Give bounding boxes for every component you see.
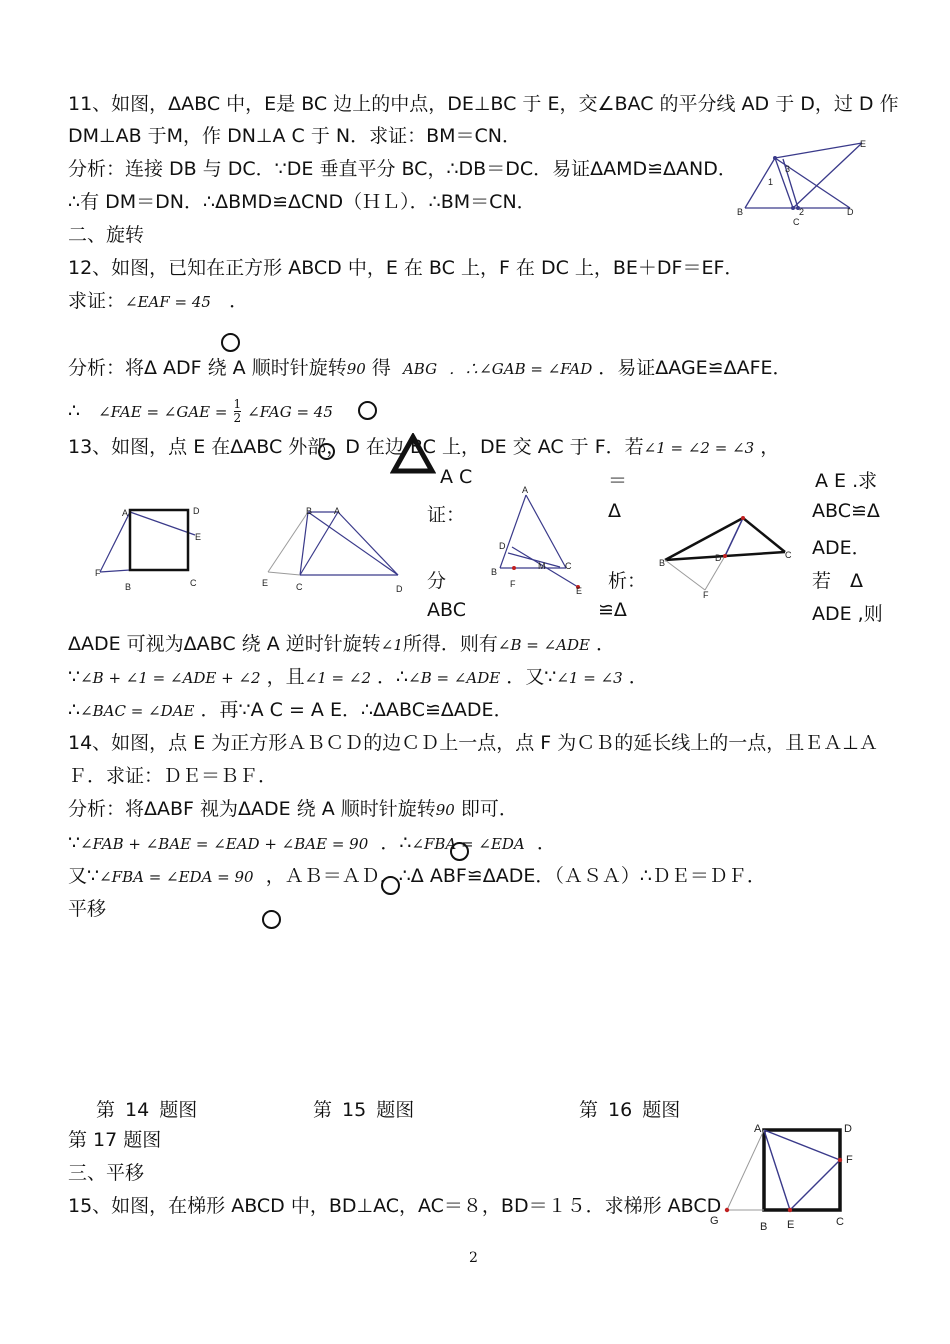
f11-label-e: E (860, 139, 867, 149)
p13-c5c: ADE ,则 (812, 603, 883, 625)
p12-prove-end: ． (229, 290, 249, 312)
p12-line1: 12、如图，已知在正方形 ABCD 中，E 在 BC 上，F 在 DC 上，BE＋DF＝EF． (68, 257, 744, 279)
p14-an2-a: ∵ (68, 832, 81, 854)
f12-label-b: B (125, 582, 132, 592)
f14-label-c: C (836, 1216, 844, 1228)
f13c-label-m: M (538, 561, 546, 571)
degree-circle-mark (381, 876, 400, 895)
p12-an-c: 得 (371, 357, 391, 379)
f13d-label-d: D (715, 553, 722, 563)
f13d-label-b: B (659, 558, 666, 568)
p13-bc-e: ．∴ (377, 666, 409, 688)
p12-an2-therefore: ∴ (68, 400, 81, 422)
f14-label-g: G (710, 1215, 719, 1227)
p12-prove-label: 求证： (68, 290, 126, 312)
f13d-label-f: F (703, 590, 709, 600)
p14-an-c: 即可． (460, 798, 518, 820)
p13-rot-e: ． (596, 633, 616, 655)
p11-line1: 11、如图，ΔABC 中，E是 BC 边上的中点，DE⊥BC 于 E，交∠BAC 的平分线 AD 于 D，过 D 作 (68, 93, 899, 115)
p14-an-b: 90 (435, 801, 455, 819)
f12-label-d: D (193, 506, 200, 516)
f11-label-2: 2 (799, 207, 805, 217)
figure-11 (735, 135, 875, 230)
p13-c3: ADE． (812, 537, 871, 559)
p13-rot-d: ∠B = ∠ADE (497, 636, 590, 654)
fraction-one-half (234, 398, 242, 425)
caption-fig-16: 第 16 题图 (579, 1099, 681, 1121)
p13-tf-a: ∴ (68, 699, 81, 721)
caption-fig-17: 第 17 题图 (68, 1129, 162, 1151)
p15-line1: 15、如图，在梯形 ABCD 中，BD⊥AC，AC＝８，BD＝１５．求梯形 ABCD (68, 1195, 722, 1217)
p13-c1b: ＝ (608, 470, 628, 492)
p13-l1-b: ∠1 = ∠2 = ∠3 (643, 439, 755, 457)
f14-label-d: D (844, 1123, 852, 1135)
section-translation-heading: 三、平移 (68, 1162, 145, 1184)
p13-bc-a: ∵ (68, 666, 81, 688)
p12-analysis-1 (68, 356, 792, 381)
p13-c4b: 析： (608, 570, 647, 592)
degree-circle-mark (262, 910, 281, 929)
figure-square-small (90, 500, 215, 595)
f11-label-b: B (737, 207, 744, 217)
p13-c4a: 分 (427, 570, 447, 592)
f13b-label-b: B (306, 506, 313, 516)
p13-tf-b: ∠BAC = ∠DAE (80, 702, 195, 720)
caption-fig-15: 第 15 题图 (313, 1099, 415, 1121)
f13c-label-c: C (565, 561, 572, 571)
figure-tall-triangle (488, 483, 588, 598)
degree-circle-mark (358, 401, 377, 420)
f13b-label-d: D (396, 584, 403, 594)
p12-an-a: 分析：将Δ ADF 绕 A 顺时针旋转 (68, 357, 347, 379)
f13c-label-e: E (576, 586, 583, 596)
figure-wide-triangle (655, 510, 805, 602)
f12-label-e: E (195, 532, 202, 542)
p13-line-therefore (68, 698, 513, 723)
p14-an3-b: ∠FBA = ∠EDA = 90 (99, 868, 254, 886)
p13-l1-c: ， (760, 436, 780, 458)
p14-analysis-3 (68, 864, 766, 889)
p13-line-because (68, 665, 648, 690)
p12-an2-formula-b: ∠FAG = 45 (247, 403, 333, 421)
p13-bc-d: ∠1 = ∠2 (304, 669, 371, 687)
f13b-label-a: A (334, 506, 341, 516)
p13-rot-b: ∠1 (380, 636, 403, 654)
p11-analysis-1: 分析：连接 DB 与 DC．∵DE 垂直平分 BC，∴DB＝DC．易证ΔAMD≌ΔAND． (68, 158, 737, 180)
p11-line2: DM⊥AB 于M，作 DN⊥A C 于 N．求证：BM＝CN． (68, 125, 521, 147)
p13-bc-b: ∠B + ∠1 = ∠ADE + ∠2 (80, 669, 261, 687)
degree-circle-mark (221, 333, 240, 352)
p13-l1-a: 13、如图，点 E 在ΔABC 外部，D 在边 BC 上，DE 交 AC 于 F．若 (68, 436, 644, 458)
degree-circle-mark (450, 842, 469, 861)
p13-c4c: 若 Δ (812, 570, 863, 592)
page-number: 2 (469, 1250, 478, 1266)
p12-prove (68, 289, 248, 314)
p13-tf-c: ．再∵A C = A E．∴ΔABC≌ΔADE． (200, 699, 513, 721)
p14-analysis-1 (68, 797, 518, 822)
p13-c1c: A E .求 (815, 470, 878, 492)
f13c-label-a: A (522, 485, 529, 495)
f12-label-f: F (95, 568, 101, 578)
p12-prove-formula: ∠EAF = 45 (125, 293, 211, 311)
p13-rot-a: ΔADE 可视为ΔABC 绕 A 逆时针旋转 (68, 633, 381, 655)
figure-triangle-pair (258, 500, 413, 600)
p13-c1a: A C (440, 466, 473, 488)
f13d-label-c: C (785, 550, 792, 560)
p13-c5a: ABC (427, 599, 466, 621)
p13-c5b: ≌Δ (598, 599, 627, 621)
fraction-denominator: 2 (233, 411, 242, 425)
p13-c2b: Δ (608, 500, 621, 522)
p12-an2-formula-a: ∠FAE = ∠GAE = (98, 403, 228, 421)
p12-an-d: ABG (402, 360, 438, 378)
p14-an2-e: ． (536, 832, 556, 854)
f13c-label-b: B (491, 567, 498, 577)
p14-analysis-2 (68, 831, 556, 856)
p14-line2: Ｆ．求证：ＤＥ＝ＢＦ． (68, 765, 278, 787)
fraction-numerator: 1 (233, 397, 242, 411)
p14-an2-d: ∠FBA = ∠EDA (411, 835, 525, 853)
f14-label-f: F (846, 1154, 853, 1166)
degree-circle-mark (318, 443, 335, 460)
p13-c2a: 证： (427, 504, 466, 526)
f14-label-a: A (754, 1123, 762, 1135)
p13-bc-f: ∠B = ∠ADE (408, 669, 501, 687)
f11-label-c: C (793, 217, 800, 227)
p12-an-e: ．∴∠GAB = ∠FAD (449, 360, 593, 378)
f11-label-d: D (847, 207, 854, 217)
f12-label-c: C (190, 578, 197, 588)
p13-c2c: ABC≌Δ (812, 500, 880, 522)
p11-analysis-2: ∴有 DM＝DN．∴ΔBMD≌ΔCND（ＨＬ）．∴BM＝CN． (68, 191, 536, 213)
p12-an-f: ．易证ΔAGE≌ΔAFE． (598, 357, 792, 379)
p14-an3-a: 又∵ (68, 865, 100, 887)
p13-bc-h: ∠1 = ∠3 (556, 669, 623, 687)
big-triangle-symbol (390, 433, 436, 475)
p14-an2-c: ．∴ (380, 832, 412, 854)
p14-an2-b: ∠FAB + ∠BAE = ∠EAD + ∠BAE = 90 (80, 835, 369, 853)
f11-label-1: 1 (768, 177, 774, 187)
caption-fig-14: 第 14 题图 (96, 1099, 198, 1121)
f12-label-a: A (122, 508, 129, 518)
figure-square-large (702, 1118, 870, 1240)
f11-label-3: 3 (785, 164, 791, 174)
f13b-label-e: E (262, 578, 269, 588)
p13-rot-c: 所得．则有 (402, 633, 498, 655)
p13-bc-g: ．又∵ (506, 666, 557, 688)
section-rotation-heading: 二、旋转 (68, 224, 145, 246)
p13-bc-c: ，且 (266, 666, 305, 688)
p13-line-rotation (68, 632, 615, 657)
p12-an-b: 90 (346, 360, 366, 378)
p14-line1: 14、如图，点 E 为正方形ＡＢＣＤ的边ＣＤ上一点，点 F 为ＣＢ的延长线上的一点，且ＥＡ⊥Ａ (68, 732, 878, 754)
f13c-label-f: F (510, 579, 516, 589)
p14-an3-c: ，ＡＢ＝ＡＤ．∴Δ ABF≌ΔADE．（ＡＳＡ）∴ＤＥ＝ＤＦ． (265, 865, 766, 887)
f13c-label-d: D (499, 541, 506, 551)
p12-analysis-2 (68, 398, 333, 425)
p14-an-a: 分析：将ΔABF 视为ΔADE 绕 A 顺时针旋转 (68, 798, 436, 820)
f13b-label-c: C (296, 582, 303, 592)
p13-bc-i: ． (628, 666, 648, 688)
translation-heading: 平移 (68, 898, 107, 920)
f14-label-b: B (760, 1221, 768, 1233)
f14-label-e: E (787, 1219, 795, 1231)
